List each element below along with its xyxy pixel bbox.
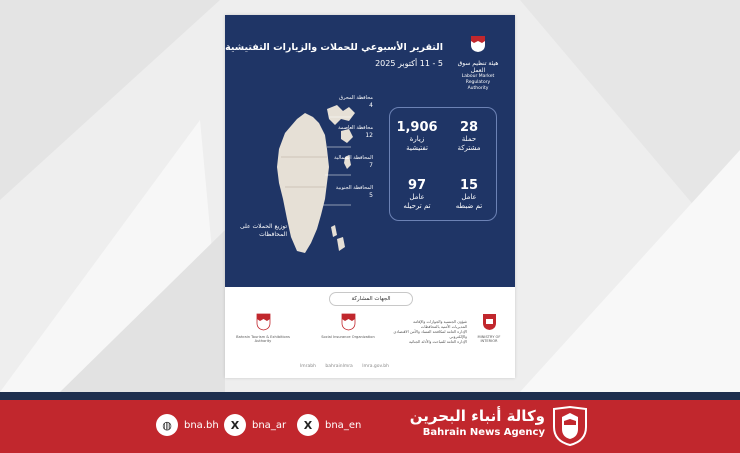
participants-title: الجهات المشاركة <box>329 292 413 306</box>
bna-name-arabic: وكالة أنباء البحرين <box>409 407 545 425</box>
footer-x-arabic-link[interactable]: X bna_ar <box>224 413 286 437</box>
governorate-southern: المحافظة الجنوبية 5 <box>335 185 373 199</box>
footer-bar <box>0 400 740 453</box>
x-icon: X <box>297 414 319 436</box>
footer-top-strip <box>0 392 740 400</box>
logo-arabic: هيئة تنظيم سوق العمل <box>457 60 499 74</box>
bna-logo-icon <box>550 405 590 447</box>
ministry-interior-logo: MINISTRY OF INTERIOR <box>469 313 509 344</box>
bahrain-crest-icon <box>256 313 271 331</box>
map-caption: توزيع الحملات على المحافظات <box>240 223 287 238</box>
ministry-departments: شؤون الجنسية والجوازات والإقامة المديريات الأمنية بالمحافظات الإدارة العامة لمكافحة الفساد والأمن الاقتصادي والإلكتروني الإدارة العامة للمباحث والأدلة الجنائية <box>393 319 467 344</box>
bahrain-map <box>245 87 375 272</box>
governorate-northern: المحافظة الشمالية 7 <box>334 155 373 169</box>
stats-box <box>389 107 497 221</box>
logo-english: Labour Market Regulatory Authority <box>461 74 495 91</box>
bahrain-crest-icon <box>341 313 356 331</box>
social-lmrabh[interactable]: lmrabh <box>300 364 316 369</box>
stat-joint-campaigns: 28 حملة مشتركة <box>457 120 481 152</box>
social-insurance-logo: Social Insurance Organization <box>321 313 375 339</box>
governorate-capital: محافظة العاصمة 12 <box>338 125 373 139</box>
lmra-logo <box>455 35 501 92</box>
lmra-social-links <box>300 364 397 369</box>
globe-icon: ◍ <box>156 414 178 436</box>
x-icon: X <box>224 414 246 436</box>
bahrain-crest-icon <box>470 35 486 53</box>
social-website[interactable]: lmra.gov.bh <box>362 364 389 369</box>
stat-workers-caught: 15 عامل تم ضبطه <box>455 178 483 210</box>
participants-section <box>225 287 515 378</box>
ministry-emblem-icon <box>482 313 497 331</box>
report-title: التقرير الأسبوعي للحملات والزيارات التفتيشية <box>225 42 443 53</box>
report-date: 5 - 11 أكتوبر 2025 <box>375 59 443 68</box>
stat-inspection-visits: 1,906 زيارة تفتيشية <box>396 120 438 152</box>
social-bahrainlmra[interactable]: bahrainlmra <box>325 364 353 369</box>
stat-workers-deported: 97 عامل تم ترحيله <box>403 178 431 210</box>
footer-website-link[interactable]: ◍ bna.bh <box>156 413 219 437</box>
report-card <box>225 15 515 378</box>
tourism-authority-logo: Bahrain Tourism & Exhibitions Authority <box>233 313 293 344</box>
footer-x-english-link[interactable]: X bna_en <box>297 413 361 437</box>
governorate-muharraq: محافظة المحرق 4 <box>339 95 373 109</box>
bna-name-english: Bahrain News Agency <box>422 427 545 438</box>
report-panel <box>225 15 515 287</box>
